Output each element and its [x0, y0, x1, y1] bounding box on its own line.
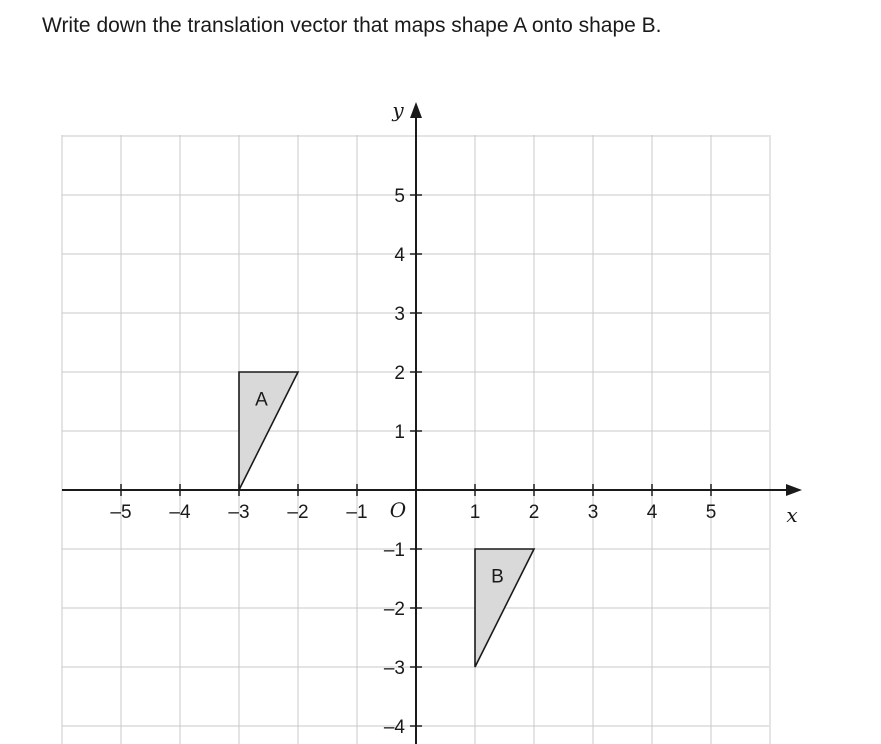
shapes: [239, 372, 534, 667]
x-tick-label: 4: [646, 502, 658, 523]
x-tick-label: –3: [228, 502, 250, 523]
y-axis-label: y: [392, 98, 404, 122]
origin-label: O: [389, 498, 407, 522]
x-tick-label: –4: [169, 502, 191, 523]
y-tick-label: 4: [394, 245, 405, 266]
y-tick-label: 2: [394, 363, 405, 384]
y-tick-label: –3: [383, 658, 405, 679]
x-axis-arrow: [786, 484, 802, 496]
y-tick-label: –1: [383, 540, 405, 561]
y-tick-label: 3: [394, 304, 405, 325]
y-tick-label: –2: [383, 599, 405, 620]
x-tick-label: 2: [528, 502, 540, 523]
x-axis-label: x: [786, 503, 798, 527]
y-axis-arrow: [410, 102, 422, 118]
x-tick-label: –5: [110, 502, 132, 523]
axes: [62, 102, 802, 744]
x-tick-label: –1: [346, 502, 368, 523]
question-text: Write down the translation vector that maps shape A onto shape B.: [42, 14, 662, 37]
labels: [110, 98, 797, 738]
y-tick-label: –4: [383, 717, 405, 738]
shape-label-b: B: [491, 566, 504, 588]
shape-label-a: A: [255, 389, 268, 411]
y-tick-label: 5: [394, 186, 405, 207]
x-tick-label: –2: [287, 502, 309, 523]
y-tick-label: 1: [394, 422, 405, 443]
x-tick-label: 5: [705, 502, 717, 523]
x-tick-label: 1: [469, 502, 481, 523]
x-tick-label: 3: [587, 502, 599, 523]
